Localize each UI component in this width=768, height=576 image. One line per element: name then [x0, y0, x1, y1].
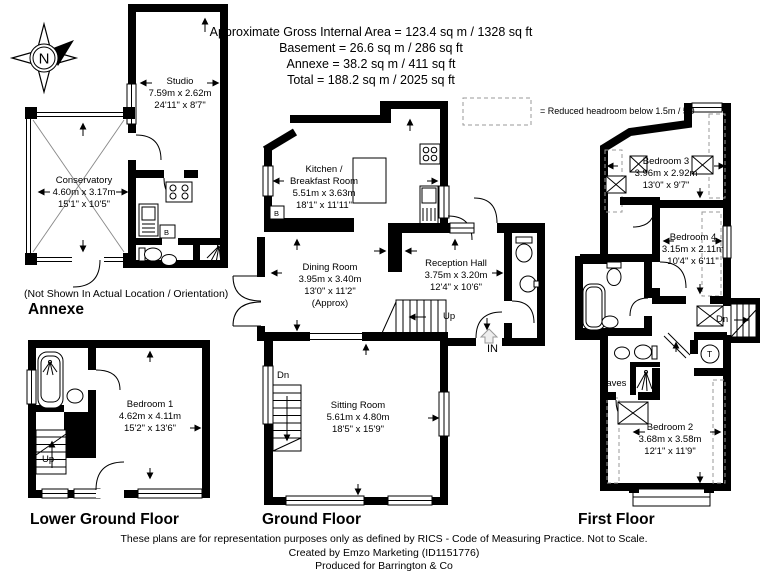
boiler-label-gf: B — [274, 209, 280, 218]
room-label-bedroom1: Bedroom 1 4.62m x 4.11m 15'2" x 13'6" — [118, 399, 182, 434]
toilet-icon — [607, 262, 621, 286]
stairs-up — [382, 300, 446, 333]
sink-icon — [139, 204, 158, 236]
basin-icon — [162, 255, 177, 266]
stairs-down — [731, 304, 756, 337]
stairs-down-label-ff: Dn — [716, 314, 729, 325]
entrance-arrow-icon — [481, 329, 497, 343]
toilet-icon — [139, 248, 162, 261]
room-label-reception: Reception Hall 3.75m x 3.20m 12'4" x 10'6" — [424, 258, 488, 293]
stairs-down — [273, 385, 301, 451]
basin-icon — [602, 316, 618, 328]
stairs-up-label-lgf: Up — [42, 454, 55, 465]
sink-icon — [420, 186, 438, 224]
reduced-headroom-legend-label: = Reduced headroom below 1.5m / 5'0 — [540, 106, 695, 116]
disclaimer-line1: These plans are for representation purposes only as defined by RICS - Code of Measuring Practice. Not to Scale. — [120, 533, 648, 545]
stairs-up — [36, 430, 66, 474]
room-label-bedroom2: Bedroom 2 3.68m x 3.58m 12'1" x 11'9" — [638, 422, 702, 457]
tank-label: T — [707, 349, 713, 359]
reduced-headroom-legend-box — [463, 98, 531, 125]
basin-icon — [520, 276, 539, 292]
toilet-icon — [635, 345, 658, 359]
ground-floor-title: Ground Floor — [262, 511, 362, 528]
room-label-bedroom3: Bedroom 3 3.96m x 2.92m 13'0" x 9'7" — [634, 156, 698, 191]
area-basement-line: Basement = 26.6 sq m / 286 sq ft — [279, 41, 463, 55]
annexe-title: Annexe — [28, 301, 84, 318]
area-grand-total-line: Total = 188.2 sq m / 2025 sq ft — [287, 73, 455, 87]
disclaimer-line3: Produced for Barrington & Co — [315, 560, 453, 572]
basin-icon — [67, 389, 83, 403]
disclaimer-line2: Created by Emzo Marketing (ID1151776) — [288, 546, 480, 559]
stairs-down-label-gf: Dn — [277, 370, 290, 381]
ground-floor-plan — [233, 101, 545, 505]
room-label-kitchen: Kitchen / Breakfast Room 5.51m x 3.63m 18'1" x 11'11" — [289, 164, 359, 211]
french-doors — [233, 276, 261, 326]
disclaimer — [120, 533, 647, 574]
area-annexe-line: Annexe = 38.2 sq m / 411 sq ft — [286, 57, 456, 71]
annexe-plan — [25, 4, 228, 287]
room-label-sitting: Sitting Room 5.61m x 4.80m 18'5" x 15'9" — [326, 400, 390, 435]
basin-icon — [615, 347, 630, 359]
stairs-up-label-gf: Up — [443, 311, 456, 322]
room-label-dining: Dining Room 3.95m x 3.40m 13'0" x 11'2" (Approx) — [298, 262, 362, 309]
annexe-note: (Not Shown In Actual Location / Orientation) — [24, 288, 229, 300]
compass-north-label: N — [38, 50, 50, 68]
hob-icon — [166, 182, 192, 202]
area-summary — [210, 24, 533, 88]
first-floor-title: First Floor — [578, 511, 655, 528]
room-label-studio: Studio 7.59m x 2.62m 24'11" x 8'7" — [148, 76, 212, 111]
room-label-conservatory: Conservatory 4.60m x 3.17m 15'1" x 10'5" — [52, 175, 116, 210]
entrance-label: IN — [487, 343, 498, 355]
hob-icon — [420, 144, 440, 164]
area-total-line: Approximate Gross Internal Area = 123.4 sq m / 1328 sq ft — [209, 25, 533, 39]
bathtub-icon — [38, 352, 63, 408]
eaves-label: Eaves — [600, 378, 627, 389]
room-label-bedroom4: Bedroom 4 3.15m x 2.11m 10'4" x 6'11" — [661, 232, 725, 267]
boiler-label-annexe: B — [164, 228, 170, 237]
toilet-icon — [516, 237, 532, 262]
lower-ground-floor-title: Lower Ground Floor — [30, 511, 179, 528]
